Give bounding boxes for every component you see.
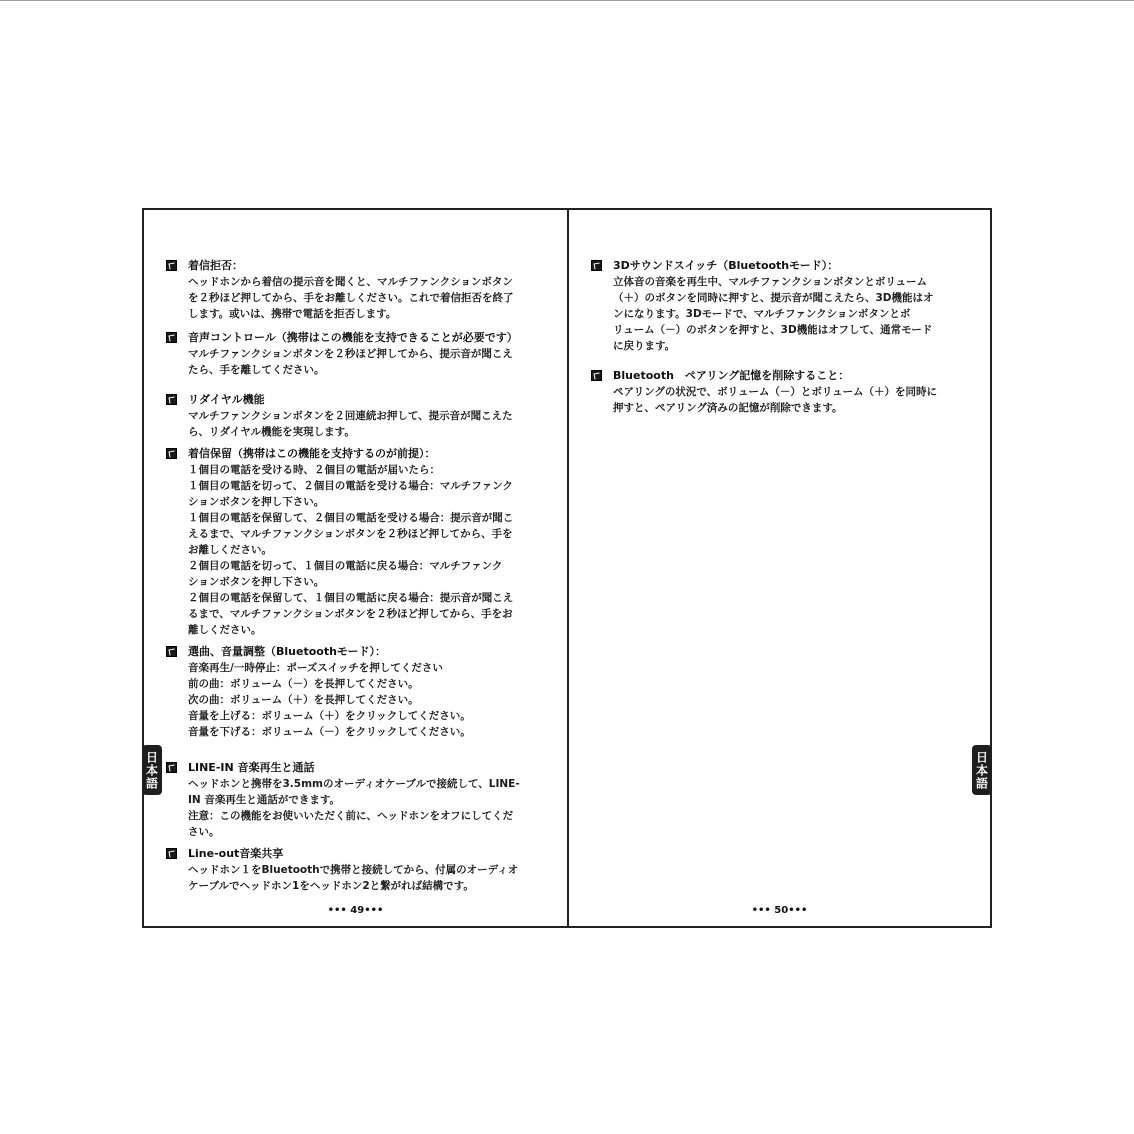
bullet-icon xyxy=(166,646,177,657)
section-line-out xyxy=(166,846,518,894)
body-line: に戻ります。 xyxy=(613,340,676,352)
body-line: ケーブルでヘッドホン1をヘッドホン2と繋がれば結構です。 xyxy=(188,880,474,892)
section-heading: 着信拒否： xyxy=(166,258,514,274)
section-body xyxy=(166,862,518,894)
body-line: IN 音楽再生と通話ができます。 xyxy=(188,794,341,806)
body-line: 押すと、ペアリング済みの記憶が削除できます。 xyxy=(613,402,843,414)
right-page xyxy=(569,210,990,926)
bullet-icon xyxy=(591,260,602,271)
section-body xyxy=(166,776,520,840)
section-line-in xyxy=(166,760,520,840)
page-number: ••• 50••• xyxy=(751,905,808,916)
body-line: します。或いは、携帯で電話を拒否します。 xyxy=(188,308,397,320)
manual-spread xyxy=(142,208,992,928)
section-body xyxy=(166,346,518,378)
section-heading: リダイヤル機能 xyxy=(166,392,513,408)
body-line: 次の曲：ボリューム（＋）を長押してください。 xyxy=(188,694,419,706)
section-voice-control xyxy=(166,330,518,378)
body-line: ションボタンを押し下さい。 xyxy=(188,576,325,588)
body-line: ら、リダイヤル機能を実現します。 xyxy=(188,426,355,438)
bullet-icon xyxy=(166,848,177,859)
language-tab-left: 日本語 xyxy=(142,745,162,795)
body-line: 音量を下げる：ボリューム（－）をクリックしてください。 xyxy=(188,726,471,738)
section-body xyxy=(166,660,471,740)
section-call-hold xyxy=(166,446,513,638)
body-line: 離しください。 xyxy=(188,624,262,636)
body-line: さい。 xyxy=(188,826,220,838)
section-heading: LINE-IN 音楽再生と通話 xyxy=(166,760,520,776)
body-line: １個目の電話を切って、２個目の電話を受ける場合：マルチファンク xyxy=(188,480,513,492)
body-line: お離しください。 xyxy=(188,544,272,556)
section-body xyxy=(166,274,514,322)
body-line: たら、手を離してください。 xyxy=(188,364,325,376)
body-line: 音量を上げる：ボリューム（＋）をクリックしてください。 xyxy=(188,710,471,722)
bullet-icon xyxy=(166,762,177,773)
body-line: ２個目の電話を保留して、１個目の電話に戻る場合：提示音が聞こえ xyxy=(188,592,514,604)
left-page xyxy=(144,210,567,926)
body-line: リューム（－）のボタンを押すと、3D機能はオフして、通常モード xyxy=(613,324,933,336)
bullet-icon xyxy=(166,394,177,405)
top-border-line xyxy=(0,0,1134,1)
section-heading: 着信保留（携帯はこの機能を支持するのが前提）： xyxy=(166,446,513,462)
body-line: ンになります。3Dモードで、マルチファンクションボタンとボ xyxy=(613,308,911,320)
section-track-volume xyxy=(166,644,471,740)
body-line: ヘッドホンから着信の提示音を聞くと、マルチファンクションボタン xyxy=(188,276,513,288)
section-heading: 3Dサウンドスイッチ（Bluetoothモード）： xyxy=(591,258,934,274)
body-line: １個目の電話を受ける時、２個目の電話が届いたら： xyxy=(188,464,440,476)
section-body xyxy=(591,384,937,416)
bullet-icon xyxy=(166,332,177,343)
section-pairing-clear xyxy=(591,368,937,416)
section-body xyxy=(166,462,513,638)
section-heading: 選曲、音量調整（Bluetoothモード）： xyxy=(166,644,471,660)
body-line: 前の曲：ボリューム（－）を長押してください。 xyxy=(188,678,419,690)
section-body xyxy=(166,408,513,440)
bullet-icon xyxy=(166,260,177,271)
section-heading: Bluetooth ペアリング記憶を削除すること： xyxy=(591,368,937,384)
language-tab-right: 日本語 xyxy=(972,745,992,795)
section-call-reject xyxy=(166,258,514,322)
body-line: １個目の電話を保留して、２個目の電話を受ける場合：提示音が聞こ xyxy=(188,512,514,524)
body-line: マルチファンクションボタンを２回連続お押して、提示音が聞こえた xyxy=(188,410,513,422)
section-heading: 音声コントロール（携帯はこの機能を支持できることが必要です） xyxy=(166,330,518,346)
body-line: （＋）のボタンを同時に押すと、提示音が聞こえたら、3D機能はオ xyxy=(613,292,934,304)
section-3d-sound xyxy=(591,258,934,354)
bullet-icon xyxy=(591,370,602,381)
body-line: るまで、マルチファンクションボタンを２秒ほど押してから、手をお xyxy=(188,608,513,620)
body-line: ２個目の電話を切って、１個目の電話に戻る場合：マルチファンク xyxy=(188,560,503,572)
section-body xyxy=(591,274,934,354)
section-redial xyxy=(166,392,513,440)
body-line: 立体音の音楽を再生中、マルチファンクションボタンとボリューム xyxy=(613,276,928,288)
body-line: 注意：この機能をお使いいただく前に、ヘッドホンをオフにしてくだ xyxy=(188,810,514,822)
body-line: ペアリングの状況で、ボリューム（－）とボリューム（＋）を同時に xyxy=(613,386,938,398)
page-number: ••• 49••• xyxy=(327,905,384,916)
body-line: えるまで、マルチファンクションボタンを２秒ほど押してから、手を xyxy=(188,528,513,540)
body-line: 音楽再生/一時停止：ポーズスイッチを押してください xyxy=(188,662,443,674)
section-heading: Line-out音楽共享 xyxy=(166,846,518,862)
bullet-icon xyxy=(166,448,177,459)
body-line: を２秒ほど押してから、手をお離しください。これで着信拒否を終了 xyxy=(188,292,514,304)
body-line: ヘッドホン１をBluetoothで携帯と接続してから、付属のオーディオ xyxy=(188,864,519,876)
body-line: ションボタンを押し下さい。 xyxy=(188,496,325,508)
body-line: ヘッドホンと携帯を3.5mmのオーディオケーブルで接続して、LINE- xyxy=(188,778,520,790)
body-line: マルチファンクションボタンを２秒ほど押してから、提示音が聞こえ xyxy=(188,348,513,360)
